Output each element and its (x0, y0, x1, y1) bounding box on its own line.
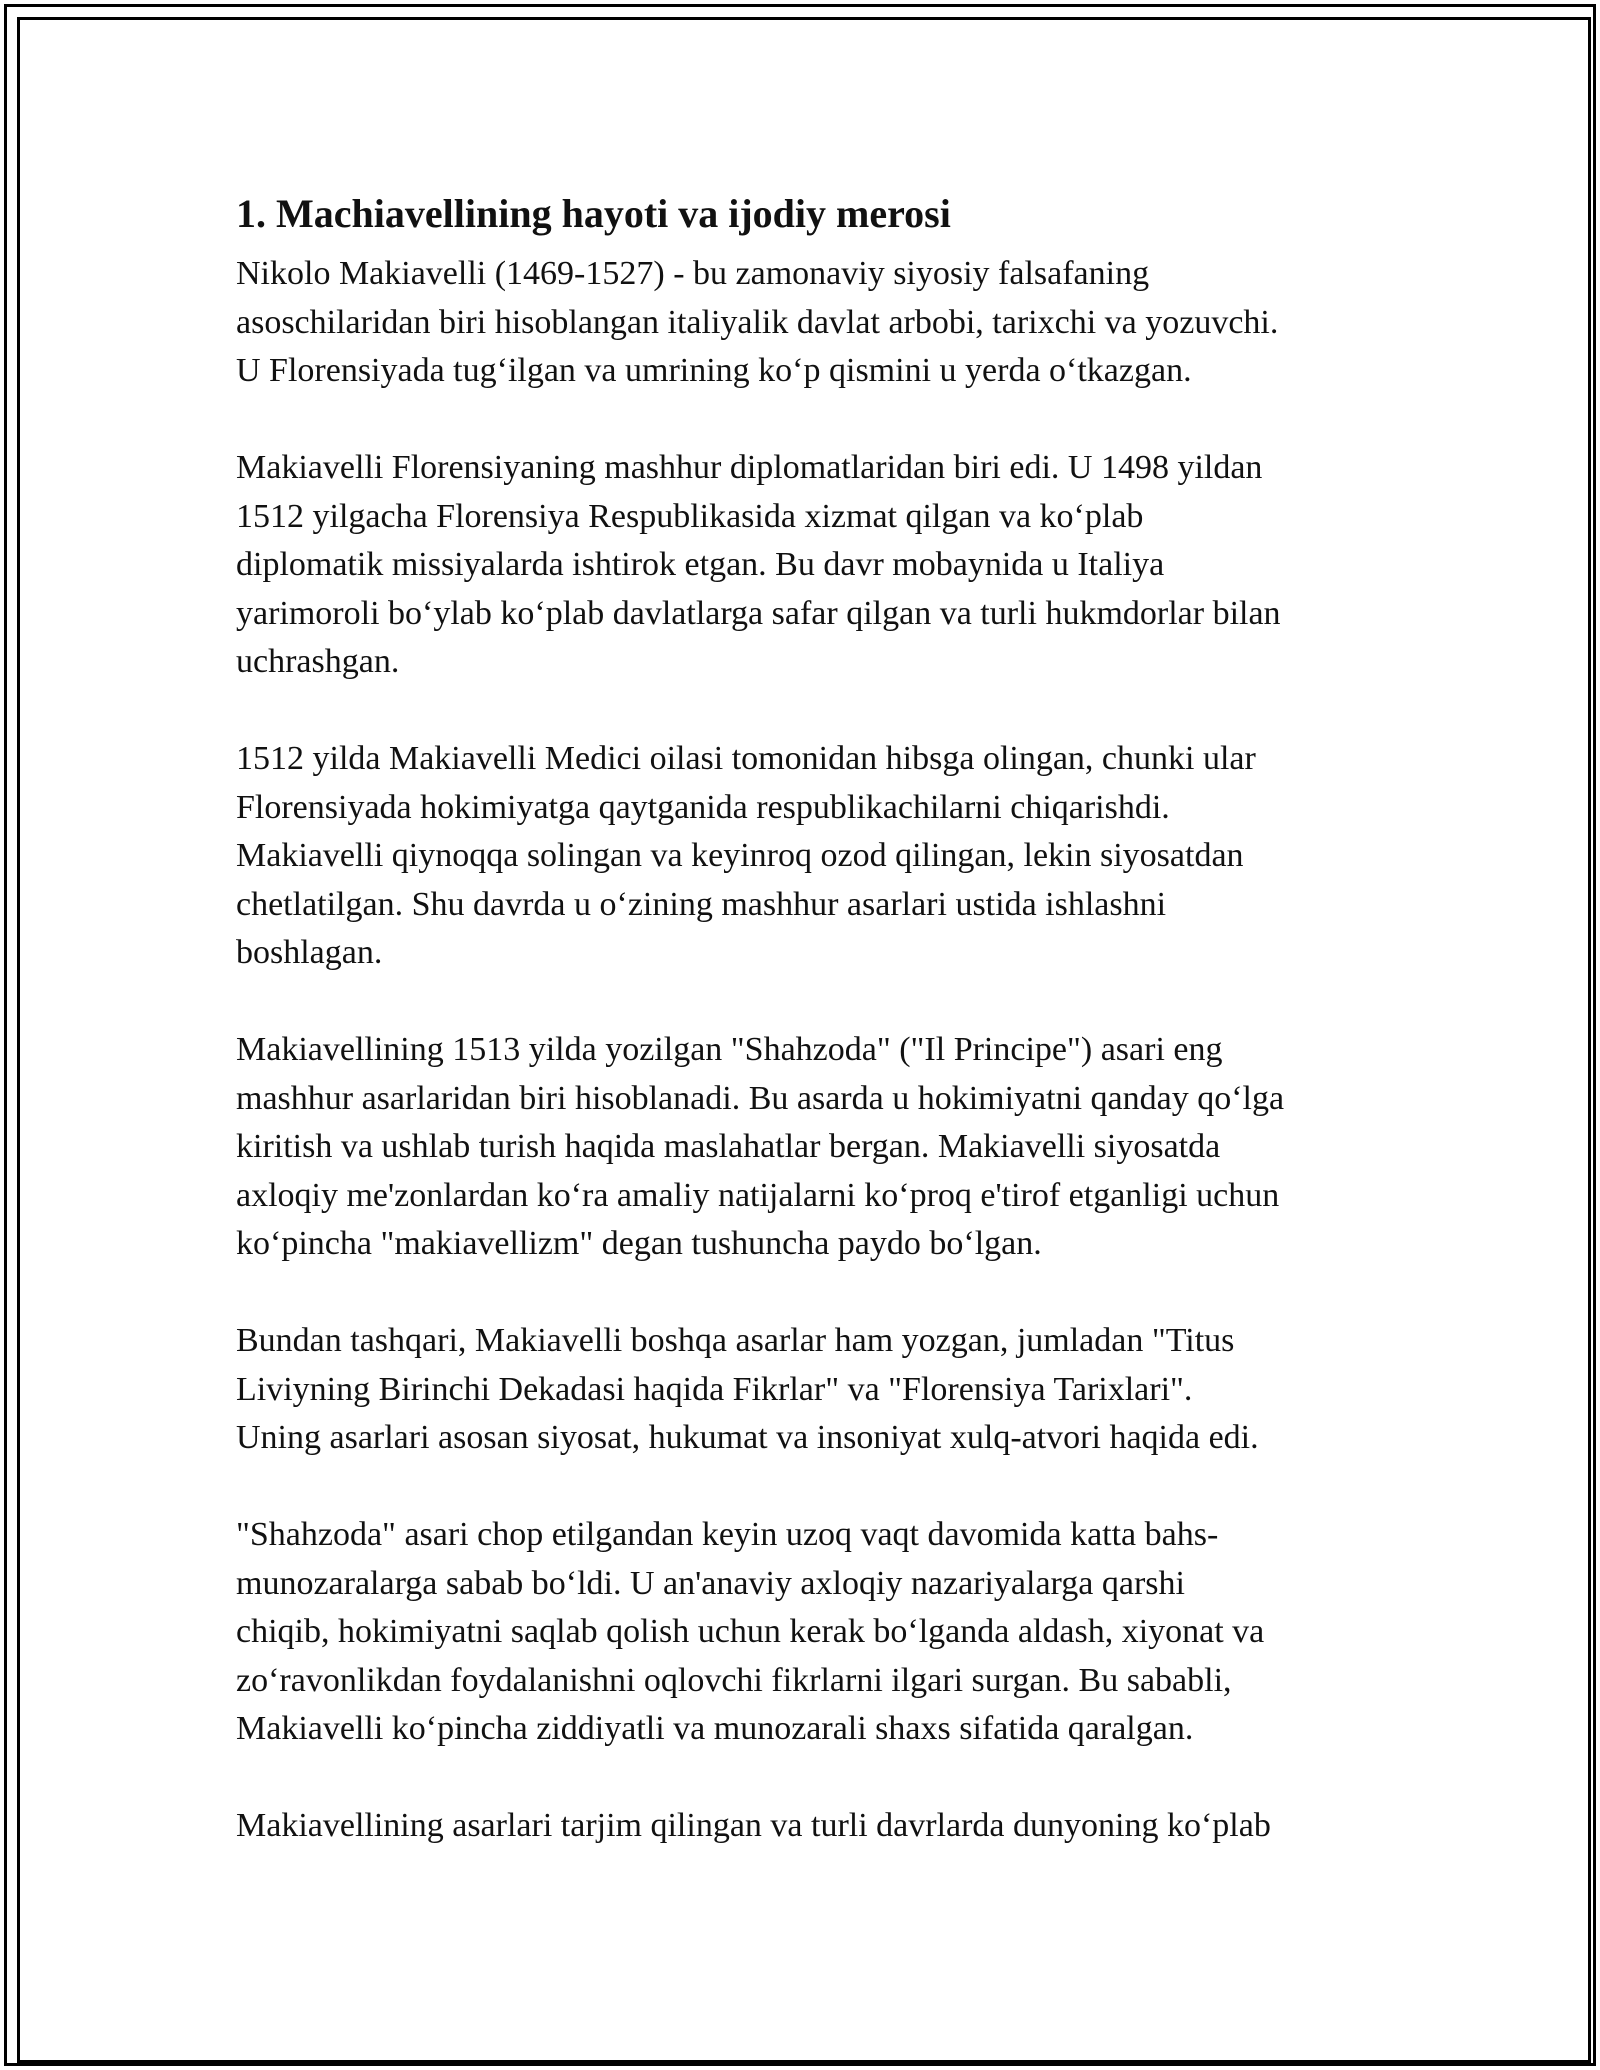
paragraph-4: Makiavellining 1513 yilda yozilgan "Shahzoda" ("Il Principe") asari eng mashhur asarlaridan biri hisoblanadi. Bu asarda u hokimiyatni qanday qoʻlga kiritish va ushlab turish haqida maslahatlar bergan. Makiavelli siyosatda axloqiy me'zonlardan koʻra amaliy natijalarni koʻproq e'tirof etganligi uchun koʻpincha "makiavellizm" degan tushuncha paydo boʻlgan. (236, 1031, 1285, 1262)
paragraph-3: 1512 yilda Makiavelli Medici oilasi tomonidan hibsga olingan, chunki ular Florensiyada hokimiyatga qaytganida respublikachilarni chiqarishdi. Makiavelli qiynoqqa solingan va keyinroq ozod qilingan, lekin siyosatdan chetlatilgan. Shu davrda u oʻzining mashhur asarlari ustida ishlashni boshlagan. (236, 740, 1256, 971)
paragraph-7: Makiavellining asarlari tarjim qilingan va turli davrlarda dunyoning koʻplab (236, 1807, 1271, 1844)
section-heading: 1. Machiavellining hayoti va ijodiy merosi (236, 191, 951, 236)
document-body (236, 188, 1376, 1899)
paragraph-1: Nikolo Makiavelli (1469-1527) - bu zamonaviy siyosiy falsafaning asoschilaridan biri hisoblangan italiyalik davlat arbobi, tarixchi va yozuvchi. U Florensiyada tugʻilgan va umrining koʻp qismini u yerda oʻtkazgan. (236, 255, 1279, 389)
paragraph-5: Bundan tashqari, Makiavelli boshqa asarlar ham yozgan, jumladan "Titus Liviyning Birinchi Dekadasi haqida Fikrlar" va "Florensiya Tarixlari". Uning asarlari asosan siyosat, hukumat va insoniyat xulq-atvori haqida edi. (236, 1322, 1259, 1456)
paragraph-2: Makiavelli Florensiyaning mashhur diplomatlaridan biri edi. U 1498 yildan 1512 yilgacha Florensiya Respublikasida xizmat qilgan va koʻplab diplomatik missiyalarda ishtirok etgan. Bu davr mobaynida u Italiya yarimoroli boʻylab koʻplab davlatlarga safar qilgan va turli hukmdorlar bilan uchrashgan. (236, 449, 1281, 680)
paragraph-6: "Shahzoda" asari chop etilgandan keyin uzoq vaqt davomida katta bahs- munozaralarga sabab boʻldi. U an'anaviy axloqiy nazariyalarga qarshi chiqib, hokimiyatni saqlab qolish uchun kerak boʻlganda aldash, xiyonat va zoʻravonlikdan foydalanishni oqlovchi fikrlarni ilgari surgan. Bu sababli, Makiavelli koʻpincha ziddiyatli va munozarali shaxs sifatida qaralgan. (236, 1516, 1265, 1747)
